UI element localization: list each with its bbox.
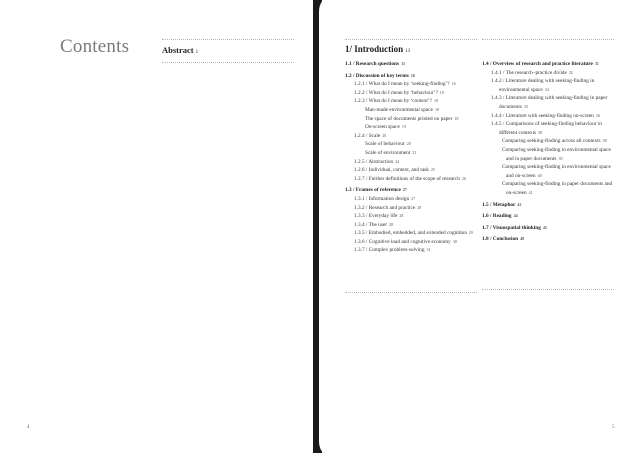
toc-entry[interactable]: [482, 120, 617, 137]
toc-entry[interactable]: [345, 97, 480, 106]
toc-entry-page-number: 41: [528, 189, 533, 195]
toc-entry-page-number: 28: [389, 221, 394, 227]
toc-entry-page-number: 29: [468, 230, 473, 236]
toc-entry-label: 1.2 / Discussion of key terms: [345, 72, 409, 79]
toc-entry-label: 1.1 / Research questions: [345, 61, 400, 67]
toc-entry-label: 1.7 / Visuospatial thinking: [482, 224, 541, 231]
toc-entry-page-number: 38: [602, 138, 607, 144]
toc-entry[interactable]: [345, 186, 480, 195]
col1-top-rule: [345, 39, 477, 40]
chapter-page-number: 13: [405, 49, 411, 54]
toc-entry-page-number: 45: [542, 224, 547, 230]
toc-entry-page-number: 15: [401, 61, 406, 66]
toc-entry[interactable]: [345, 89, 480, 98]
toc-entry[interactable]: [345, 80, 480, 89]
toc-entry-label: 1.2.6 / Individual, context, and task: [354, 167, 429, 174]
toc-entry[interactable]: [345, 158, 480, 167]
toc-entry-label: 1.2.3 / What do I mean by ‘context’?: [354, 98, 433, 105]
toc-entry[interactable]: [482, 163, 617, 180]
toc-entry-label: 1.3 / Frames of reference: [345, 187, 401, 194]
toc-entry[interactable]: [345, 140, 480, 149]
toc-entry[interactable]: [345, 195, 480, 204]
toc-entry-label: 1.3.2 / Research and practice: [354, 204, 416, 211]
toc-entry-page-number: 16: [451, 81, 456, 87]
toc-entry[interactable]: [345, 149, 480, 158]
chapter-label: 1/ Introduction: [345, 44, 404, 54]
toc-entry-label: 1.2.5 / Abstraction: [354, 158, 394, 165]
toc-entry-page-number: 38: [538, 129, 543, 135]
toc-entry-page-number: 20: [382, 132, 387, 138]
col2-top-rule: [482, 39, 614, 40]
toc-entry-page-number: 35: [523, 103, 528, 109]
toc-entry-page-number: 25: [430, 167, 435, 173]
toc-entry-label: On-screen space: [365, 124, 400, 131]
toc-entry-page-number: 34: [544, 86, 549, 92]
toc-entry[interactable]: [482, 77, 617, 94]
toc-entry-label: 1.4.4 / Literature with seeking-finding on-screen: [491, 112, 594, 119]
top-rule: [162, 39, 294, 40]
toc-entry-page-number: 27: [411, 195, 416, 201]
toc-list-2: [482, 60, 617, 244]
toc-entry[interactable]: [345, 229, 480, 238]
toc-entry-label: 1.3.1 / Information design: [354, 195, 410, 202]
toc-entry[interactable]: [345, 106, 480, 115]
toc-entry-page-number: 36: [595, 112, 600, 118]
toc-entry-label: Scale of behaviour: [365, 141, 405, 148]
chapter-heading[interactable]: [345, 44, 480, 54]
toc-entry-page-number: 42: [517, 201, 522, 207]
toc-entry-label: 1.2.4 / Scale: [354, 132, 381, 139]
toc-entry-page-number: 48: [520, 236, 525, 242]
toc-entry-label: Scale of environment: [365, 149, 411, 156]
toc-entry-page-number: 44: [513, 213, 518, 219]
toc-entry-label: Comparing seeking-finding in paper documents and on-screen: [502, 181, 613, 196]
toc-entry-page-number: 24: [395, 158, 400, 164]
toc-list-1: [345, 60, 480, 255]
toc-entry-label: 1.2.1 / What do I mean by ‘seeking-finding’?: [354, 81, 450, 88]
toc-entry[interactable]: [345, 221, 480, 230]
toc-entry[interactable]: [345, 132, 480, 141]
toc-entry-label: 1.3.5 / Embodied, embedded, and extended cognition: [354, 230, 467, 237]
toc-column-2: [482, 60, 617, 244]
toc-entry[interactable]: [345, 246, 480, 255]
toc-entry[interactable]: [345, 123, 480, 132]
toc-entry[interactable]: [345, 204, 480, 213]
toc-entry-page-number: 26: [461, 175, 466, 181]
toc-entry-page-number: 21: [412, 149, 417, 155]
toc-entry-label: Comparing seeking-finding across all contexts: [502, 138, 601, 145]
toc-entry[interactable]: [482, 224, 617, 233]
page-title: Contents: [60, 36, 130, 57]
toc-entry-label: 1.4.2 / Literature dealing with seeking-finding in environmental space: [491, 78, 595, 93]
toc-entry[interactable]: [482, 201, 617, 210]
toc-entry-label: Man-made environmental space: [365, 106, 433, 113]
abstract-entry[interactable]: [162, 45, 198, 55]
toc-entry[interactable]: [482, 137, 617, 146]
toc-entry[interactable]: [345, 238, 480, 247]
toc-entry-label: 1.4.5 / Comparisons of seeking-finding behaviour in different contexts: [491, 121, 602, 136]
toc-entry-label: 1.4.1 / The research–practice divide: [491, 69, 567, 76]
col1-bottom-rule: [345, 292, 477, 293]
toc-entry[interactable]: [345, 72, 480, 81]
toc-entry-page-number: 18: [434, 98, 439, 104]
toc-entry-page-number: 27: [402, 187, 407, 193]
toc-entry-page-number: 18: [439, 89, 444, 95]
toc-entry[interactable]: [482, 69, 617, 78]
right-folio: 5: [612, 425, 615, 430]
toc-entry[interactable]: [345, 60, 480, 69]
toc-entry-label: 1.3.4 / The user: [354, 221, 388, 228]
toc-entry-page-number: 18: [454, 115, 459, 121]
toc-entry[interactable]: [482, 112, 617, 121]
col2-bottom-rule: [482, 289, 614, 290]
toc-entry[interactable]: [482, 212, 617, 221]
toc-entry-page-number: 40: [537, 172, 542, 178]
toc-entry-label: 1.6 / Reading: [482, 213, 512, 220]
toc-entry-page-number: 20: [406, 141, 411, 147]
toc-entry-page-number: 18: [434, 106, 439, 112]
toc-entry-label: 1.8 / Conclusion: [482, 236, 519, 243]
toc-entry[interactable]: [345, 212, 480, 221]
toc-entry[interactable]: [345, 115, 480, 124]
toc-entry-page-number: 32: [568, 69, 573, 75]
left-page: [0, 0, 316, 453]
abstract-rule: [162, 62, 294, 63]
toc-column-1: [345, 44, 480, 255]
toc-entry[interactable]: [345, 166, 480, 175]
toc-entry-page-number: 39: [558, 155, 563, 161]
toc-entry-page-number: 31: [426, 247, 431, 253]
toc-entry-page-number: 28: [417, 204, 422, 210]
toc-entry-label: Comparing seeking-finding in environmental space and on-screen: [502, 164, 611, 179]
toc-entry-label: 1.2.2 / What do I mean by ‘behaviour’?: [354, 89, 438, 96]
toc-entry[interactable]: [482, 60, 617, 69]
toc-entry[interactable]: [482, 94, 617, 111]
toc-entry[interactable]: [345, 175, 480, 184]
right-page: [322, 0, 640, 453]
toc-entry-label: 1.3.6 / Cognitive load and cognitive economy: [354, 238, 451, 245]
toc-entry[interactable]: [482, 146, 617, 163]
abstract-label: Abstract: [162, 45, 194, 55]
toc-entry-label: 1.4.3 / Literature dealing with seeking-finding in paper documents: [491, 95, 608, 110]
toc-entry-label: Comparing seeking-finding in environmental space and in paper documents: [502, 146, 611, 162]
toc-entry[interactable]: [482, 235, 617, 244]
toc-entry-label: 1.4 / Overview of research and practice literature: [482, 61, 593, 67]
toc-entry-label: 1.5 / Metaphor: [482, 201, 516, 208]
toc-entry-page-number: 31: [594, 61, 599, 66]
abstract-page-number: 1: [195, 50, 199, 55]
toc-entry-page-number: 16: [410, 72, 415, 78]
toc-entry-label: 1.3.3 / Everyday life: [354, 213, 398, 220]
toc-entry-label: The space of documents printed on paper: [365, 115, 453, 122]
toc-entry-label: 1.2.7 / Further definitions of the scope of research: [354, 175, 460, 182]
left-folio: 4: [27, 425, 30, 430]
toc-entry-page-number: 30: [452, 238, 457, 244]
toc-entry-page-number: 28: [399, 213, 404, 219]
toc-entry-label: 1.3.7 / Complex problem-solving: [354, 247, 425, 254]
toc-entry-page-number: 19: [401, 124, 406, 130]
toc-entry[interactable]: [482, 180, 617, 197]
